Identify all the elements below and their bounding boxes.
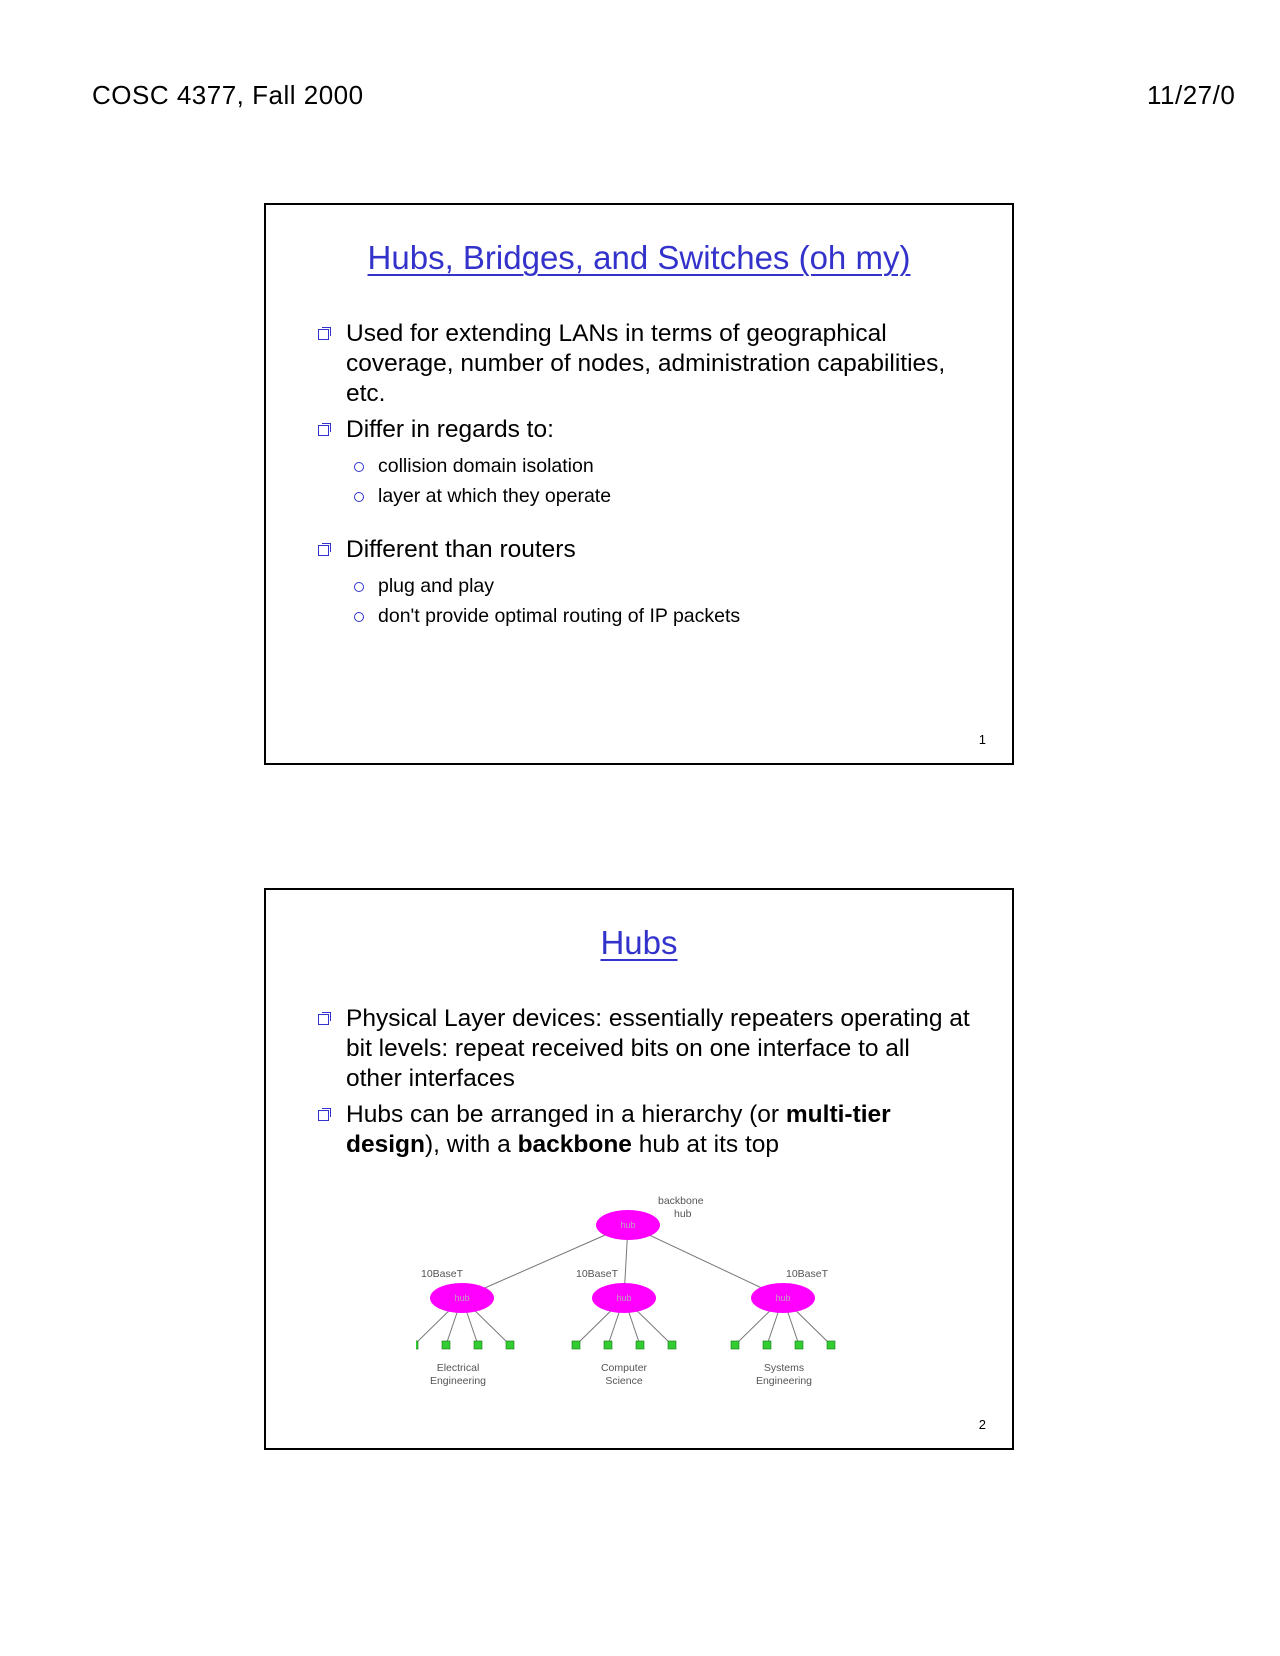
backbone-label: hub [674,1208,692,1220]
date-header: 11/27/0 [1147,80,1236,110]
host-node [731,1341,739,1349]
host-node [795,1341,803,1349]
slide-1-title: Hubs, Bridges, and Switches (oh my) [367,239,911,276]
slide-2-title: Hubs [600,924,678,961]
bullet: Physical Layer devices: essentially repeaters operating at bit levels: repeat received bits on one interface to all other interfaces [316,1004,972,1094]
circle-bullet-icon [354,612,364,622]
bullet: Used for extending LANs in terms of geographical coverage, number of nodes, administration capabilities, etc. [316,319,972,409]
slide-number: 1 [978,732,986,747]
hub-hierarchy-diagram [416,1180,866,1390]
hub-label: hub [454,1293,470,1303]
slide-1-content [316,319,972,631]
slide-number: 2 [978,1417,986,1432]
host-node [572,1341,580,1349]
link-label: 10BaseT [576,1268,619,1280]
host-node [668,1341,676,1349]
sub-bullet: plug and play [316,571,972,601]
host-node [827,1341,835,1349]
department-label: Computer [600,1362,648,1374]
host-node [416,1341,418,1349]
link-line [628,1225,783,1298]
hub-label: hub [616,1293,632,1303]
department-label: Engineering [429,1375,487,1387]
sub-bullet: don't provide optimal routing of IP packets [316,601,972,631]
square-bullet-icon [318,545,329,556]
host-node [506,1341,514,1349]
square-bullet-icon [318,425,329,436]
square-bullet-icon [318,1014,329,1025]
bullet: Different than routers [316,535,972,565]
hub-label: hub [775,1293,791,1303]
department-label: Electrical [436,1362,480,1374]
host-node [442,1341,450,1349]
sub-bullet: collision domain isolation [316,451,972,481]
circle-bullet-icon [354,492,364,502]
hub-label: hub [620,1220,636,1230]
slide-2 [264,888,1014,1450]
host-node [636,1341,644,1349]
host-node [474,1341,482,1349]
department-label: Science [605,1375,643,1387]
circle-bullet-icon [354,582,364,592]
link-label: 10BaseT [786,1268,829,1280]
host-node [763,1341,771,1349]
department-label: Engineering [755,1375,813,1387]
circle-bullet-icon [354,462,364,472]
diagram-hosts [416,1341,835,1349]
slide-1 [264,203,1014,765]
sub-bullet: layer at which they operate [316,481,972,511]
square-bullet-icon [318,1110,329,1121]
bullet: Differ in regards to: [316,415,972,445]
department-label: Systems [763,1362,805,1374]
diagram-hubs [430,1210,815,1313]
square-bullet-icon [318,329,329,340]
slide-2-content [316,1004,972,1166]
bullet: Hubs can be arranged in a hierarchy (or multi-tier design), with a backbone hub at its top [316,1100,972,1160]
backbone-label: backbone [658,1195,704,1207]
host-node [604,1341,612,1349]
link-label: 10BaseT [421,1268,464,1280]
course-header: COSC 4377, Fall 2000 [92,80,364,110]
